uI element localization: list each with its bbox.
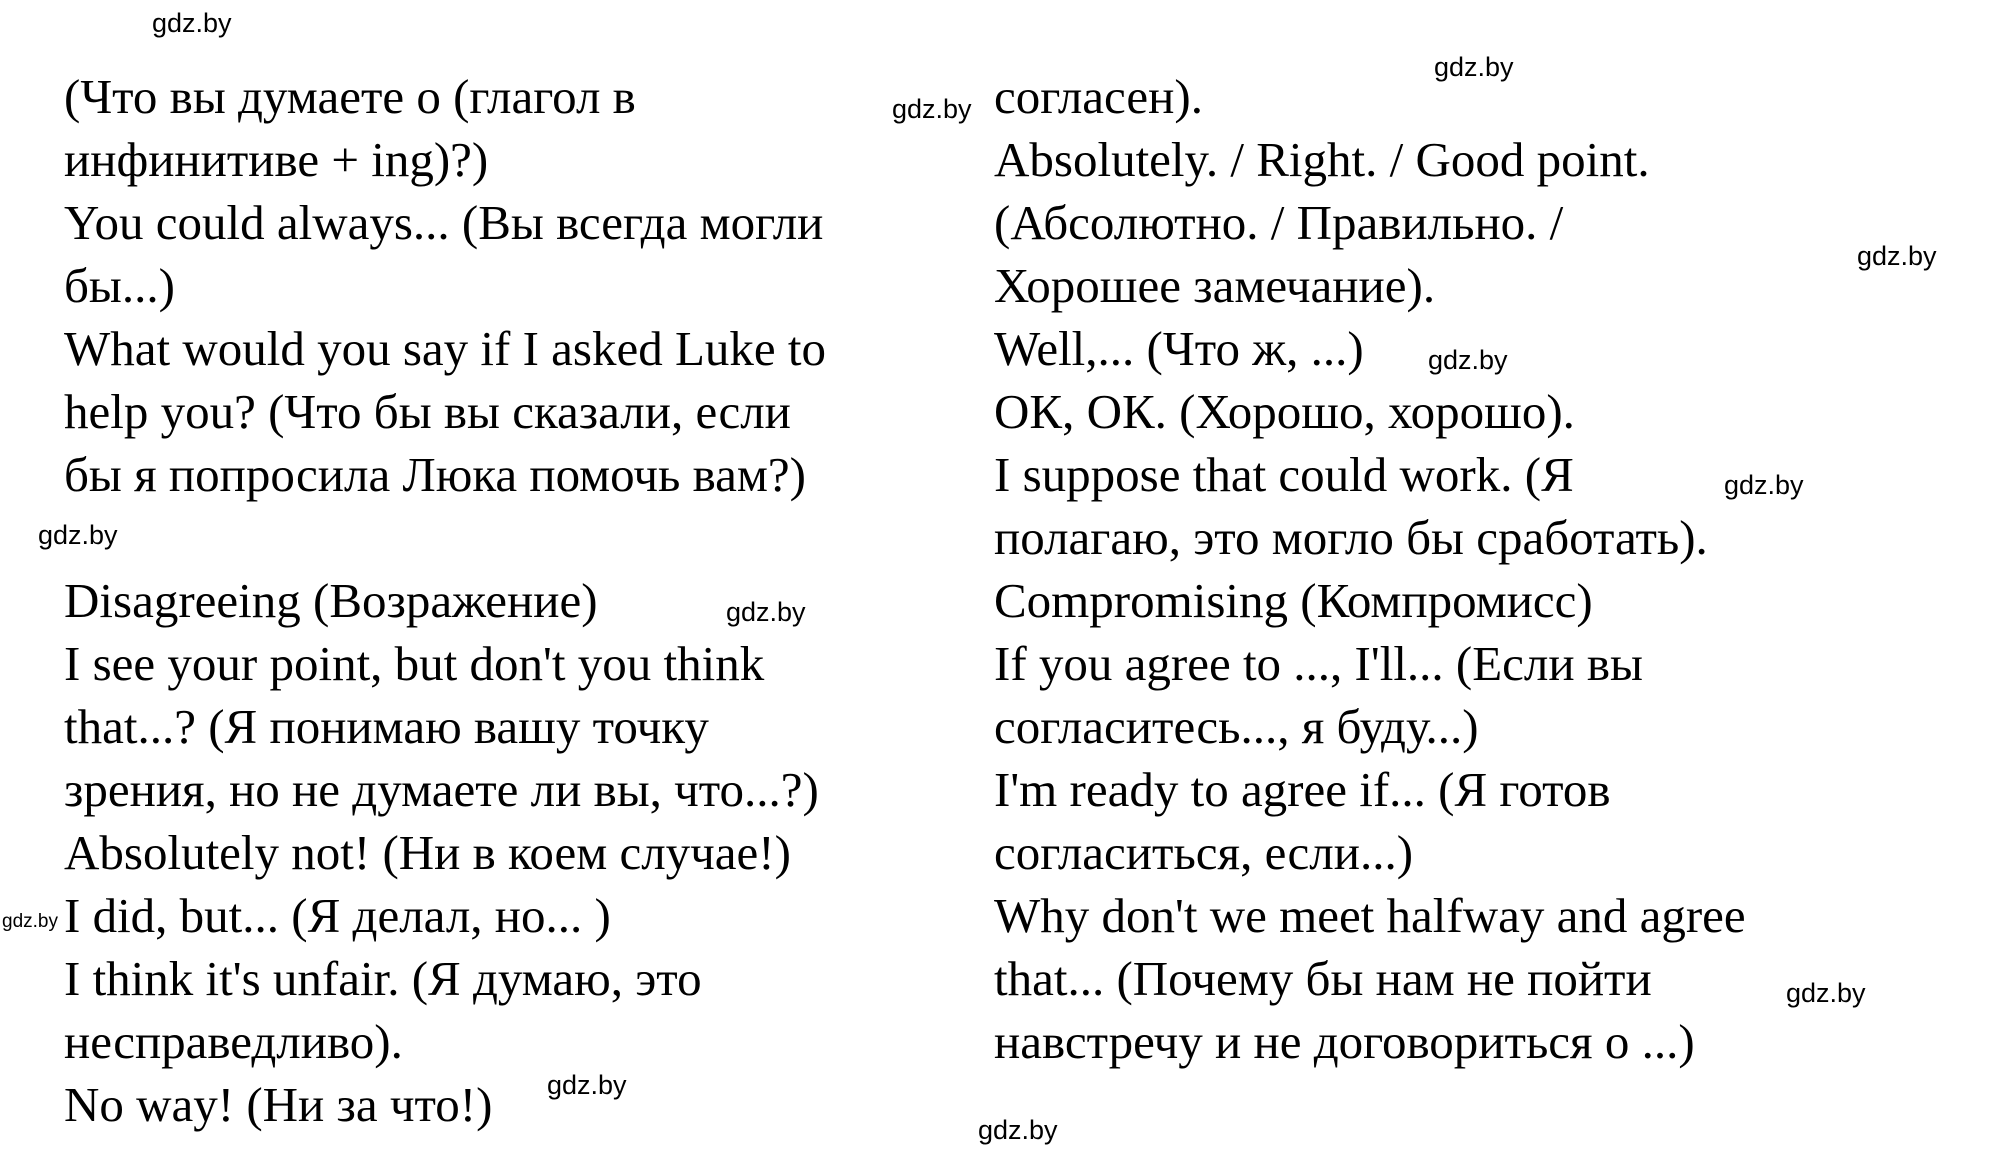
watermark: gdz.by <box>1428 345 1508 375</box>
left-line: I think it's unfair. (Я думаю, это <box>64 951 702 1006</box>
right-line: согласиться, если...) <box>994 825 1414 880</box>
right-column <box>994 65 1894 1073</box>
right-line: I'm ready to agree if... (Я готов <box>994 762 1611 817</box>
left-line: инфинитиве + ing)?) <box>64 132 489 187</box>
left-line: (Что вы думаете о (глагол в <box>64 69 636 124</box>
watermark: gdz.by <box>1786 978 1866 1008</box>
left-column <box>64 65 944 1136</box>
right-line: I suppose that could work. (Я <box>994 447 1574 502</box>
right-line: Well,... (Что ж, ...) <box>994 321 1364 376</box>
left-line: бы...) <box>64 258 175 313</box>
watermark: gdz.by <box>38 520 118 550</box>
right-line: навстречу и не договориться о ...) <box>994 1014 1695 1069</box>
left-line: Absolutely not! (Ни в коем случае!) <box>64 825 791 880</box>
left-line: несправедливо). <box>64 1014 403 1069</box>
watermark: gdz.by <box>1724 470 1804 500</box>
watermark: gdz.by <box>152 8 232 38</box>
left-line: You could always... (Вы всегда могли <box>64 195 824 250</box>
left-line: I did, but... (Я делал, но... ) <box>64 888 611 943</box>
watermark: gdz.by <box>2 911 58 932</box>
right-line: полагаю, это могло бы сработать). <box>994 510 1708 565</box>
watermark: gdz.by <box>1434 52 1514 82</box>
watermark: gdz.by <box>1857 241 1937 271</box>
left-line: What would you say if I asked Luke to <box>64 321 827 376</box>
left-line: зрения, но не думаете ли вы, что...?) <box>64 762 819 817</box>
right-line: (Абсолютно. / Правильно. / <box>994 195 1564 250</box>
section-heading-compromising: Compromising (Компромисс) <box>994 573 1593 628</box>
watermark: gdz.by <box>547 1070 627 1100</box>
spacer <box>64 506 944 569</box>
left-line: that...? (Я понимаю вашу точку <box>64 699 709 754</box>
watermark: gdz.by <box>726 597 806 627</box>
left-line: бы я попросила Люка помочь вам?) <box>64 447 806 502</box>
right-line: согласитесь..., я буду...) <box>994 699 1479 754</box>
left-line: help you? (Что бы вы сказали, если <box>64 384 791 439</box>
left-line: No way! (Ни за что!) <box>64 1077 493 1132</box>
right-line: ОК, ОК. (Хорошо, хорошо). <box>994 384 1575 439</box>
watermark: gdz.by <box>892 94 972 124</box>
right-line: Why don't we meet halfway and agree <box>994 888 1746 943</box>
right-line: Absolutely. / Right. / Good point. <box>994 132 1650 187</box>
watermark: gdz.by <box>978 1115 1058 1145</box>
right-line: Хорошее замечание). <box>994 258 1436 313</box>
section-heading-disagreeing: Disagreeing (Возражение) <box>64 573 598 628</box>
right-line: согласен). <box>994 69 1203 124</box>
left-line: I see your point, but don't you think <box>64 636 765 691</box>
right-line: If you agree to ..., I'll... (Если вы <box>994 636 1643 691</box>
right-line: that... (Почему бы нам не пойти <box>994 951 1652 1006</box>
